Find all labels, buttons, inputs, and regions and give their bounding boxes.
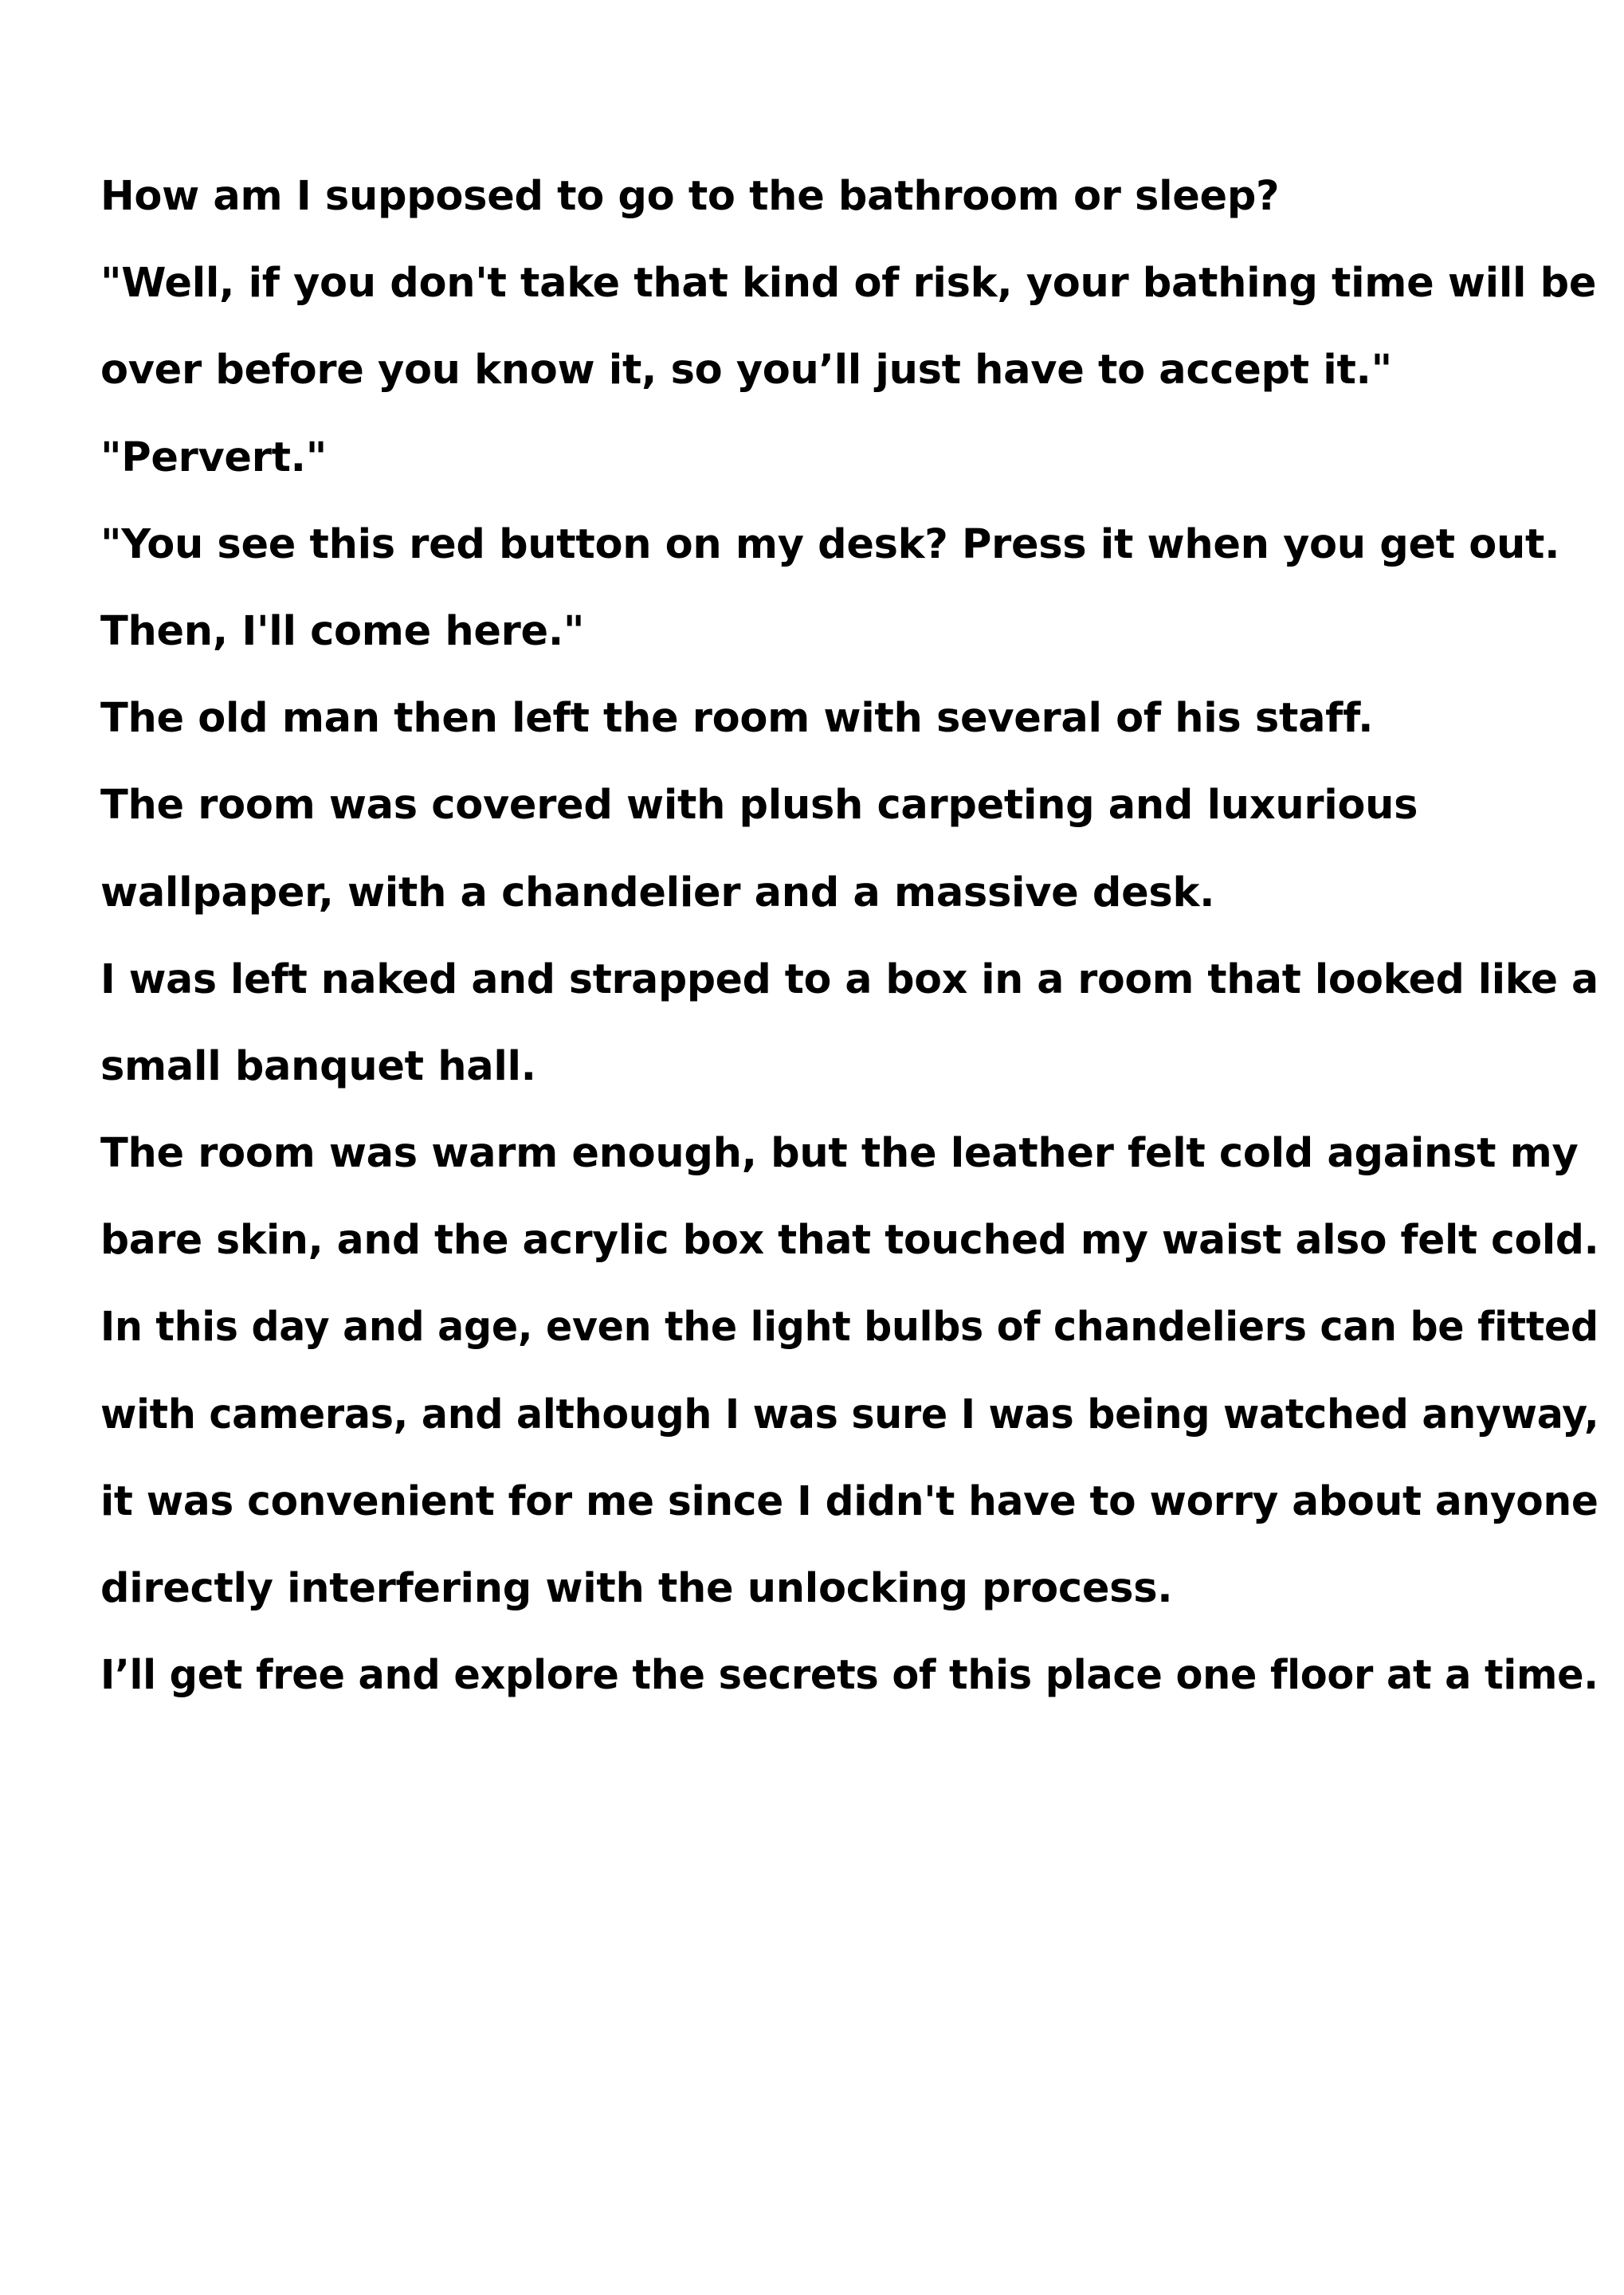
text-line-1: How am I supposed to go to the bathroom or sleep? — [100, 173, 1280, 220]
text-line-3: over before you know it, so you’ll just have to accept it." — [100, 347, 1392, 394]
text-line-2: "Well, if you don't take that kind of risk, your bathing time will be — [100, 260, 1597, 308]
text-line-14: In this day and age, even the light bulbs of chandeliers can be fitted — [100, 1304, 1599, 1352]
text-line-16: it was convenient for me since I didn't have to worry about anyone — [100, 1477, 1599, 1525]
text-line-8: The room was covered with plush carpeting and luxurious — [100, 782, 1418, 830]
text-line-4: "Pervert." — [100, 434, 327, 481]
text-line-10: I was left naked and strapped to a box in a room that looked like a — [100, 955, 1599, 1003]
text-line-5: "You see this red button on my desk? Press it when you get out. — [100, 520, 1560, 568]
text-line-9: wallpaper, with a chandelier and a massive desk. — [100, 869, 1215, 916]
text-line-13: bare skin, and the acrylic box that touched my waist also felt cold. — [100, 1217, 1599, 1265]
text-line-18: I’ll get free and explore the secrets of this place one floor at a time. — [100, 1652, 1599, 1700]
body-text — [100, 153, 1599, 1719]
text-line-11: small banquet hall. — [100, 1042, 536, 1090]
text-line-17: directly interfering with the unlocking process. — [100, 1565, 1173, 1612]
text-line-12: The room was warm enough, but the leather felt cold against my — [100, 1130, 1579, 1178]
text-line-7: The old man then left the room with several of his staff. — [100, 695, 1374, 743]
text-line-15: with cameras, and although I was sure I was being watched anyway, — [100, 1391, 1599, 1438]
text-line-6: Then, I'll come here." — [100, 607, 585, 655]
